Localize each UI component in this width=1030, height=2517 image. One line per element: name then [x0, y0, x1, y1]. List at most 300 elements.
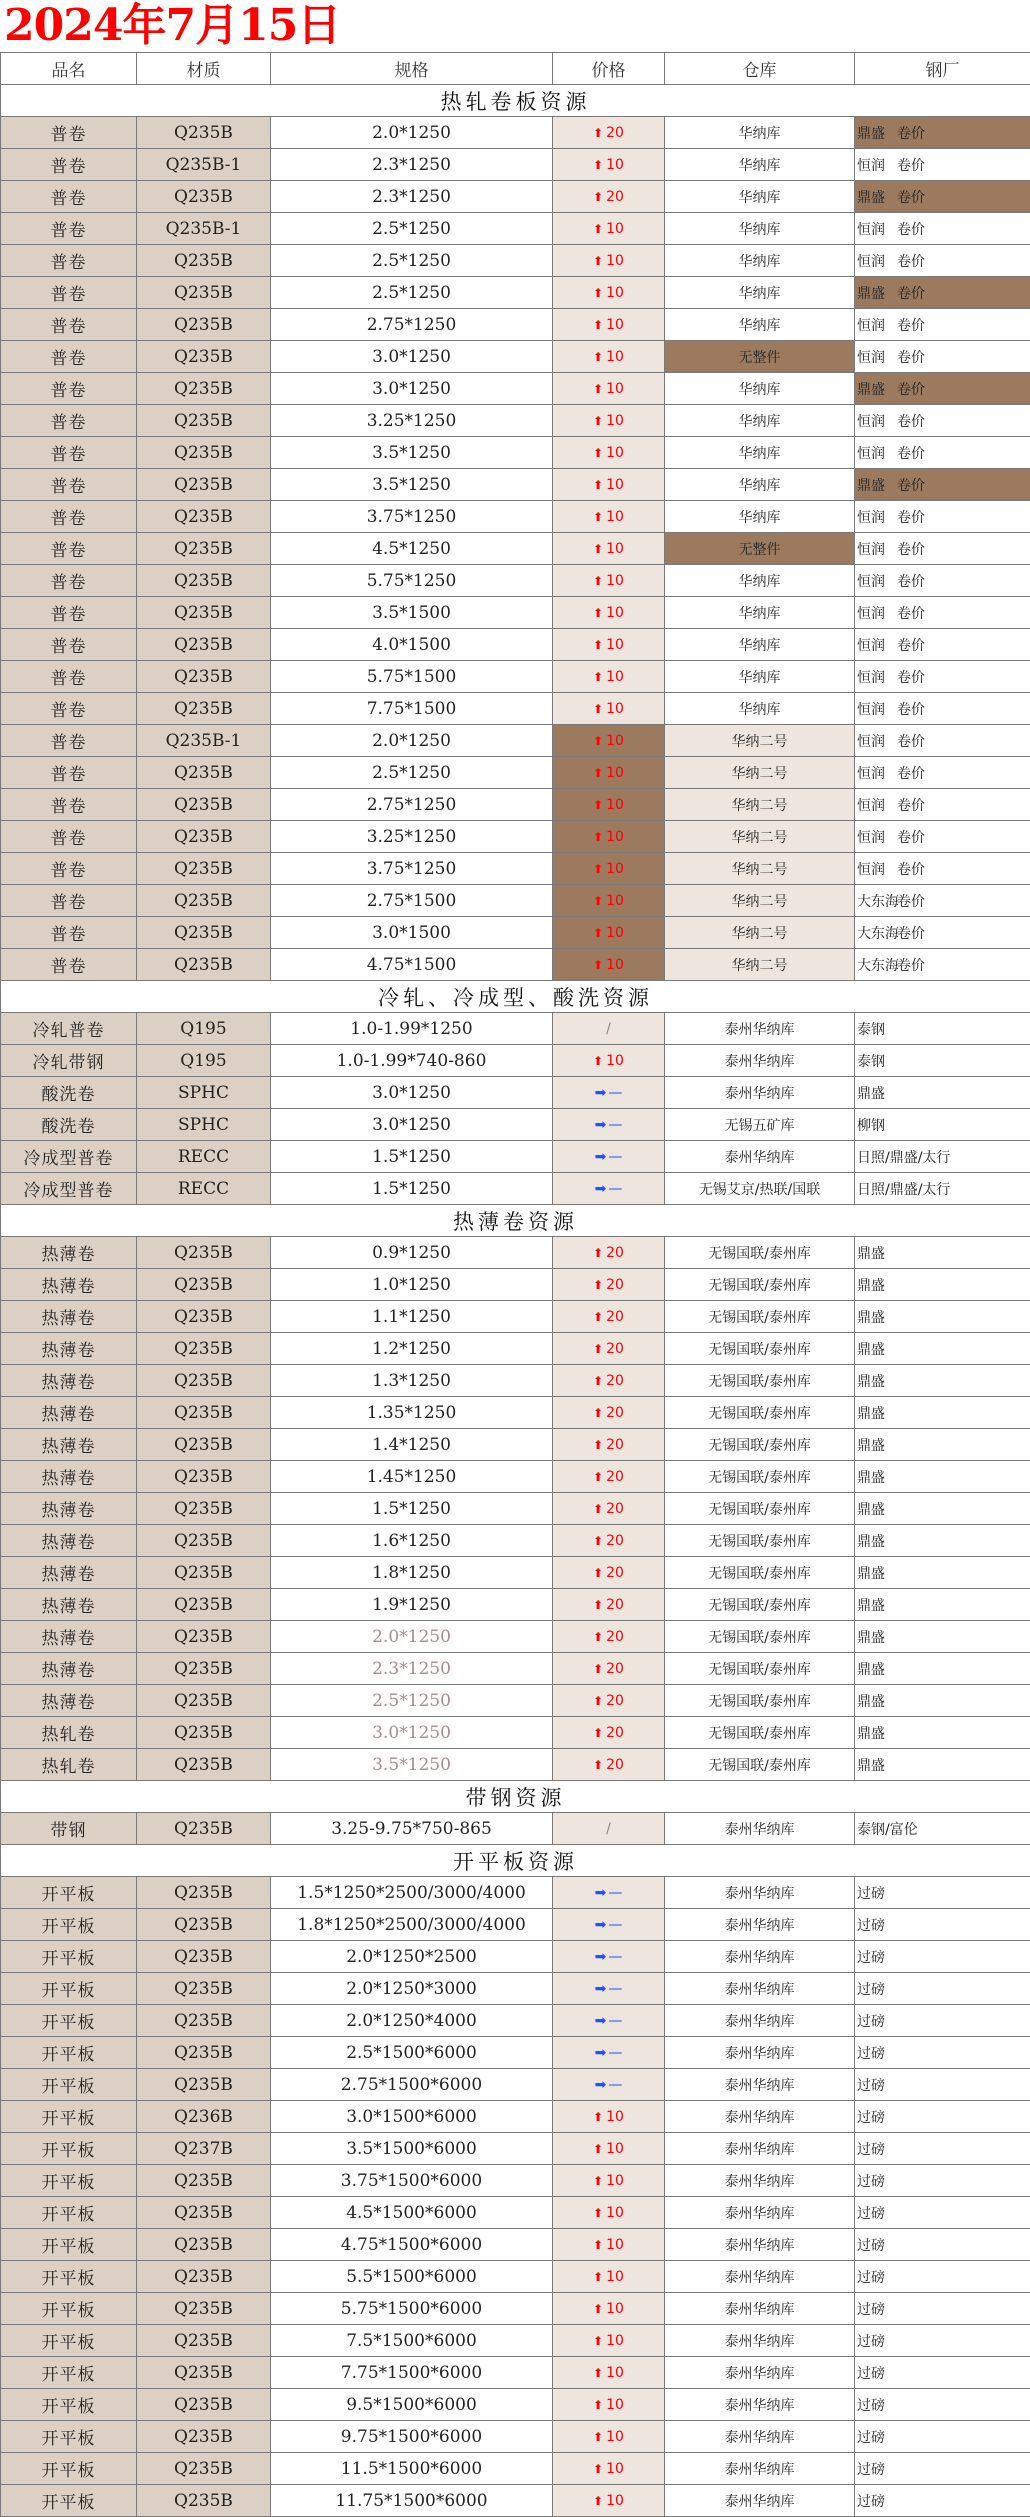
price-change-value: 10 — [606, 2365, 624, 2381]
table-row — [1, 149, 1030, 181]
price-change-value: 20 — [606, 1565, 624, 1581]
warehouse-cell: 无锡国联/泰州库 — [665, 1429, 855, 1461]
material-cell: Q235B-1 — [137, 725, 271, 757]
table-row — [1, 1269, 1030, 1301]
price-change-value: 10 — [606, 925, 624, 941]
up-arrow-icon: ⬆ — [593, 158, 603, 172]
table-row — [1, 1365, 1030, 1397]
warehouse-cell: 华纳库 — [665, 629, 855, 661]
product-name-cell: 冷成型普卷 — [1, 1173, 137, 1205]
product-name-cell: 开平板 — [1, 2229, 137, 2261]
right-arrow-icon: ➡ — [595, 1117, 605, 1133]
material-cell: Q235B — [137, 629, 271, 661]
mill-cell — [855, 2069, 1030, 2101]
up-arrow-icon: ⬆ — [593, 1374, 603, 1388]
spec-cell: 1.0*1250 — [271, 1269, 553, 1301]
price-cell — [553, 885, 665, 917]
mill-name: 过磅 — [857, 2494, 885, 2510]
spec-cell: 2.0*1250*4000 — [271, 2005, 553, 2037]
price-cell — [553, 2485, 665, 2517]
price-change-value: 20 — [606, 1533, 624, 1549]
mill-note: 卷价 — [897, 542, 925, 558]
material-cell: Q235B — [137, 661, 271, 693]
material-cell: Q235B — [137, 1397, 271, 1429]
product-name-cell: 普卷 — [1, 469, 137, 501]
price-cell — [553, 2453, 665, 2485]
price-cell — [553, 1813, 665, 1845]
table-row — [1, 1717, 1030, 1749]
mill-name: 恒润 — [857, 443, 897, 463]
warehouse-cell: 无锡国联/泰州库 — [665, 1237, 855, 1269]
spec-cell: 3.0*1250 — [271, 1109, 553, 1141]
table-row — [1, 117, 1030, 149]
material-cell: Q235B — [137, 693, 271, 725]
material-cell: Q235B — [137, 1525, 271, 1557]
price-cell — [553, 1077, 665, 1109]
mill-cell — [855, 1077, 1030, 1109]
warehouse-cell: 泰州华纳库 — [665, 2453, 855, 2485]
mill-name: 过磅 — [857, 2078, 885, 2094]
warehouse-cell: 华纳库 — [665, 661, 855, 693]
mill-cell — [855, 1717, 1030, 1749]
spec-cell: 2.0*1250*2500 — [271, 1941, 553, 1973]
up-arrow-icon: ⬆ — [593, 2334, 603, 2348]
warehouse-cell: 无锡国联/泰州库 — [665, 1525, 855, 1557]
price-cell — [553, 661, 665, 693]
product-name-cell: 普卷 — [1, 181, 137, 213]
spec-cell: 4.5*1500*6000 — [271, 2197, 553, 2229]
price-change-value: 10 — [606, 221, 624, 237]
mill-name: 日照/鼎盛/太行 — [857, 1150, 950, 1166]
price-change-value: 20 — [606, 1437, 624, 1453]
spec-cell: 1.8*1250*2500/3000/4000 — [271, 1909, 553, 1941]
mill-cell — [855, 597, 1030, 629]
table-row — [1, 245, 1030, 277]
mill-note: 卷价 — [897, 190, 925, 206]
spec-cell: 1.45*1250 — [271, 1461, 553, 1493]
mill-cell — [855, 1237, 1030, 1269]
price-flat-value: — — [608, 1149, 622, 1165]
right-arrow-icon: ➡ — [595, 1149, 605, 1165]
up-arrow-icon: ⬆ — [593, 2462, 603, 2476]
section-title: 带钢资源 — [1, 1781, 1030, 1813]
warehouse-cell: 泰州华纳库 — [665, 2325, 855, 2357]
warehouse-cell: 华纳二号 — [665, 725, 855, 757]
product-name-cell: 开平板 — [1, 2485, 137, 2517]
mill-cell — [855, 117, 1030, 149]
spec-cell: 2.5*1250 — [271, 277, 553, 309]
material-cell: Q235B — [137, 1877, 271, 1909]
mill-name: 恒润 — [857, 411, 897, 431]
mill-cell — [855, 2229, 1030, 2261]
up-arrow-icon: ⬆ — [593, 414, 603, 428]
table-row — [1, 1973, 1030, 2005]
material-cell: Q235B — [137, 1301, 271, 1333]
right-arrow-icon: ➡ — [595, 1885, 605, 1901]
table-row — [1, 1813, 1030, 1845]
table-row — [1, 1397, 1030, 1429]
price-cell — [553, 2389, 665, 2421]
mill-cell — [855, 2261, 1030, 2293]
product-name-cell: 普卷 — [1, 437, 137, 469]
material-cell: Q235B — [137, 597, 271, 629]
mill-name: 过磅 — [857, 2206, 885, 2222]
warehouse-cell: 泰州华纳库 — [665, 2165, 855, 2197]
product-name-cell: 热薄卷 — [1, 1301, 137, 1333]
mill-name: 泰钢 — [857, 1054, 885, 1070]
spec-cell: 2.75*1250 — [271, 789, 553, 821]
mill-cell — [855, 1525, 1030, 1557]
product-name-cell: 普卷 — [1, 661, 137, 693]
product-name-cell: 热轧卷 — [1, 1717, 137, 1749]
mill-name: 柳钢 — [857, 1118, 885, 1134]
mill-cell — [855, 1941, 1030, 1973]
product-name-cell: 开平板 — [1, 2069, 137, 2101]
price-cell — [553, 405, 665, 437]
product-name-cell: 普卷 — [1, 149, 137, 181]
mill-name: 过磅 — [857, 2270, 885, 2286]
warehouse-cell: 无锡国联/泰州库 — [665, 1493, 855, 1525]
up-arrow-icon: ⬆ — [593, 2270, 603, 2284]
material-cell: Q235B — [137, 2453, 271, 2485]
up-arrow-icon: ⬆ — [593, 2494, 603, 2508]
price-cell — [553, 373, 665, 405]
warehouse-cell: 无锡国联/泰州库 — [665, 1365, 855, 1397]
product-name-cell: 普卷 — [1, 341, 137, 373]
spec-cell: 2.0*1250 — [271, 1621, 553, 1653]
mill-cell — [855, 341, 1030, 373]
mill-name: 大东海 — [857, 923, 897, 943]
table-row — [1, 2357, 1030, 2389]
price-change-value: 10 — [606, 2141, 624, 2157]
warehouse-cell: 无锡国联/泰州库 — [665, 1557, 855, 1589]
mill-cell — [855, 1493, 1030, 1525]
material-cell: Q195 — [137, 1045, 271, 1077]
material-cell: Q235B — [137, 181, 271, 213]
price-change-value: 10 — [606, 605, 624, 621]
material-cell: Q235B — [137, 1557, 271, 1589]
spec-cell: 1.5*1250 — [271, 1173, 553, 1205]
price-change-value: 20 — [606, 1597, 624, 1613]
price-change-value: 10 — [606, 2269, 624, 2285]
warehouse-cell: 泰州华纳库 — [665, 1013, 855, 1045]
table-row — [1, 501, 1030, 533]
price-change-value: 10 — [606, 701, 624, 717]
price-change-value: 10 — [606, 797, 624, 813]
spec-cell: 1.5*1250 — [271, 1141, 553, 1173]
product-name-cell: 普卷 — [1, 309, 137, 341]
material-cell: Q235B — [137, 2261, 271, 2293]
up-arrow-icon: ⬆ — [593, 350, 603, 364]
product-name-cell: 普卷 — [1, 213, 137, 245]
material-cell: Q235B — [137, 117, 271, 149]
price-cell — [553, 117, 665, 149]
price-cell — [553, 2325, 665, 2357]
mill-cell — [855, 2453, 1030, 2485]
mill-name: 鼎盛 — [857, 1278, 885, 1294]
table-row — [1, 2485, 1030, 2517]
mill-cell — [855, 533, 1030, 565]
right-arrow-icon: ➡ — [595, 1949, 605, 1965]
table-row — [1, 2293, 1030, 2325]
mill-cell — [855, 181, 1030, 213]
price-change-value: 10 — [606, 861, 624, 877]
spec-cell: 3.75*1250 — [271, 501, 553, 533]
mill-note: 卷价 — [897, 926, 925, 942]
spec-cell: 7.75*1500 — [271, 693, 553, 725]
price-change-value: 10 — [606, 669, 624, 685]
material-cell: Q235B — [137, 2197, 271, 2229]
table-row — [1, 2453, 1030, 2485]
mill-cell — [855, 1397, 1030, 1429]
mill-cell — [855, 1461, 1030, 1493]
price-change-value: 20 — [606, 1629, 624, 1645]
up-arrow-icon: ⬆ — [593, 798, 603, 812]
mill-name: 鼎盛 — [857, 379, 897, 399]
price-flat-value: — — [608, 1885, 622, 1901]
price-change-value: 10 — [606, 285, 624, 301]
spec-cell: 2.0*1250 — [271, 117, 553, 149]
spec-cell: 2.5*1250 — [271, 1685, 553, 1717]
material-cell: Q235B — [137, 245, 271, 277]
spec-cell: 1.35*1250 — [271, 1397, 553, 1429]
product-name-cell: 热薄卷 — [1, 1621, 137, 1653]
mill-note: 卷价 — [897, 478, 925, 494]
spec-cell: 3.0*1500*6000 — [271, 2101, 553, 2133]
up-arrow-icon: ⬆ — [593, 1534, 603, 1548]
material-cell: Q235B — [137, 437, 271, 469]
mill-cell — [855, 469, 1030, 501]
price-change-value: 10 — [606, 1053, 624, 1069]
mill-name: 鼎盛 — [857, 1598, 885, 1614]
price-cell — [553, 1749, 665, 1781]
table-row — [1, 1909, 1030, 1941]
material-cell: SPHC — [137, 1109, 271, 1141]
mill-name: 恒润 — [857, 251, 897, 271]
material-cell: Q235B — [137, 2389, 271, 2421]
table-row — [1, 405, 1030, 437]
up-arrow-icon: ⬆ — [593, 542, 603, 556]
up-arrow-icon: ⬆ — [593, 702, 603, 716]
price-cell — [553, 2133, 665, 2165]
price-cell — [553, 2229, 665, 2261]
price-cell — [553, 181, 665, 213]
up-arrow-icon: ⬆ — [593, 926, 603, 940]
up-arrow-icon: ⬆ — [593, 286, 603, 300]
spec-cell: 2.3*1250 — [271, 149, 553, 181]
product-name-cell: 普卷 — [1, 277, 137, 309]
product-name-cell: 开平板 — [1, 2261, 137, 2293]
mill-name: 鼎盛 — [857, 187, 897, 207]
table-row — [1, 597, 1030, 629]
warehouse-cell: 华纳二号 — [665, 789, 855, 821]
spec-cell: 1.0-1.99*1250 — [271, 1013, 553, 1045]
material-cell: Q235B — [137, 1621, 271, 1653]
price-cell — [553, 949, 665, 981]
header-name: 品名 — [1, 53, 137, 85]
up-arrow-icon: ⬆ — [593, 1726, 603, 1740]
price-change-value: 20 — [606, 1405, 624, 1421]
spec-cell: 7.5*1500*6000 — [271, 2325, 553, 2357]
price-cell — [553, 2069, 665, 2101]
up-arrow-icon: ⬆ — [593, 318, 603, 332]
price-change-value: 10 — [606, 413, 624, 429]
table-row — [1, 2069, 1030, 2101]
mill-note: 卷价 — [897, 734, 925, 750]
price-cell — [553, 629, 665, 661]
up-arrow-icon: ⬆ — [593, 126, 603, 140]
warehouse-cell: 泰州华纳库 — [665, 1941, 855, 1973]
warehouse-cell: 无锡国联/泰州库 — [665, 1269, 855, 1301]
material-cell: Q235B — [137, 821, 271, 853]
material-cell: Q235B — [137, 1813, 271, 1845]
product-name-cell: 开平板 — [1, 2357, 137, 2389]
mill-name: 鼎盛 — [857, 1502, 885, 1518]
price-cell — [553, 2261, 665, 2293]
spec-cell: 1.0-1.99*740-860 — [271, 1045, 553, 1077]
table-row — [1, 533, 1030, 565]
product-name-cell: 热薄卷 — [1, 1461, 137, 1493]
product-name-cell: 热薄卷 — [1, 1365, 137, 1397]
price-cell — [553, 1109, 665, 1141]
mill-cell — [855, 149, 1030, 181]
mill-cell — [855, 917, 1030, 949]
up-arrow-icon: ⬆ — [593, 1758, 603, 1772]
price-change-value: 10 — [606, 2301, 624, 2317]
mill-cell — [855, 1909, 1030, 1941]
warehouse-cell: 泰州华纳库 — [665, 2421, 855, 2453]
table-row — [1, 693, 1030, 725]
price-cell — [553, 693, 665, 725]
price-cell — [553, 277, 665, 309]
product-name-cell: 开平板 — [1, 1941, 137, 1973]
spec-cell: 4.75*1500*6000 — [271, 2229, 553, 2261]
warehouse-cell: 无锡艾京/热联/国联 — [665, 1173, 855, 1205]
mill-cell — [855, 1045, 1030, 1077]
mill-cell — [855, 437, 1030, 469]
mill-name: 恒润 — [857, 603, 897, 623]
spec-cell: 7.75*1500*6000 — [271, 2357, 553, 2389]
warehouse-cell: 华纳二号 — [665, 885, 855, 917]
mill-cell — [855, 245, 1030, 277]
spec-cell: 2.5*1250 — [271, 245, 553, 277]
material-cell: Q235B — [137, 757, 271, 789]
price-cell — [553, 917, 665, 949]
price-change-value: 10 — [606, 2205, 624, 2221]
table-row — [1, 1077, 1030, 1109]
mill-name: 恒润 — [857, 635, 897, 655]
spec-cell: 3.0*1250 — [271, 373, 553, 405]
spec-cell: 3.5*1250 — [271, 469, 553, 501]
product-name-cell: 热薄卷 — [1, 1237, 137, 1269]
product-name-cell: 开平板 — [1, 2453, 137, 2485]
table-row — [1, 1045, 1030, 1077]
up-arrow-icon: ⬆ — [593, 1054, 603, 1068]
spec-cell: 5.75*1500*6000 — [271, 2293, 553, 2325]
spec-cell: 2.75*1500 — [271, 885, 553, 917]
spec-cell: 0.9*1250 — [271, 1237, 553, 1269]
warehouse-cell: 泰州华纳库 — [665, 2357, 855, 2389]
up-arrow-icon: ⬆ — [593, 510, 603, 524]
price-change-value: 10 — [606, 2333, 624, 2349]
price-change-value: 20 — [606, 1373, 624, 1389]
product-name-cell: 开平板 — [1, 2421, 137, 2453]
mill-cell — [855, 821, 1030, 853]
section-header-row — [1, 1845, 1030, 1877]
spec-cell: 3.25*1250 — [271, 821, 553, 853]
spec-cell: 3.5*1500*6000 — [271, 2133, 553, 2165]
warehouse-cell: 华纳库 — [665, 501, 855, 533]
spec-cell: 2.75*1250 — [271, 309, 553, 341]
material-cell: Q235B — [137, 533, 271, 565]
header-material: 材质 — [137, 53, 271, 85]
mill-name: 鼎盛 — [857, 1758, 885, 1774]
product-name-cell: 普卷 — [1, 597, 137, 629]
price-cell — [553, 1013, 665, 1045]
mill-note: 卷价 — [897, 798, 925, 814]
table-row — [1, 2229, 1030, 2261]
product-name-cell: 热薄卷 — [1, 1653, 137, 1685]
up-arrow-icon: ⬆ — [593, 1694, 603, 1708]
price-cell — [553, 597, 665, 629]
mill-name: 过磅 — [857, 2110, 885, 2126]
material-cell: Q235B — [137, 1909, 271, 1941]
material-cell: Q235B — [137, 789, 271, 821]
mill-cell — [855, 1973, 1030, 2005]
material-cell: Q195 — [137, 1013, 271, 1045]
mill-cell — [855, 949, 1030, 981]
table-row — [1, 789, 1030, 821]
mill-name: 鼎盛 — [857, 283, 897, 303]
product-name-cell: 热薄卷 — [1, 1429, 137, 1461]
mill-name: 过磅 — [857, 2302, 885, 2318]
warehouse-cell: 无锡国联/泰州库 — [665, 1717, 855, 1749]
mill-note: 卷价 — [897, 222, 925, 238]
price-change-value: 10 — [606, 2461, 624, 2477]
mill-cell — [855, 1269, 1030, 1301]
material-cell: Q235B — [137, 341, 271, 373]
product-name-cell: 热薄卷 — [1, 1333, 137, 1365]
product-name-cell: 开平板 — [1, 2165, 137, 2197]
product-name-cell: 普卷 — [1, 565, 137, 597]
mill-cell — [855, 2005, 1030, 2037]
material-cell: Q235B — [137, 2357, 271, 2389]
mill-name: 恒润 — [857, 155, 897, 175]
price-change-value: 20 — [606, 1245, 624, 1261]
mill-cell — [855, 2101, 1030, 2133]
spec-cell: 11.5*1500*6000 — [271, 2453, 553, 2485]
price-cell — [553, 341, 665, 373]
mill-cell — [855, 661, 1030, 693]
price-cell — [553, 213, 665, 245]
product-name-cell: 普卷 — [1, 693, 137, 725]
section-header-row — [1, 85, 1030, 117]
mill-note: 卷价 — [897, 318, 925, 334]
price-flat-value: — — [608, 2013, 622, 2029]
section-title: 开平板资源 — [1, 1845, 1030, 1877]
warehouse-cell: 泰州华纳库 — [665, 2293, 855, 2325]
spec-cell: 3.5*1250 — [271, 1749, 553, 1781]
product-name-cell: 热薄卷 — [1, 1557, 137, 1589]
product-name-cell: 冷轧带钢 — [1, 1045, 137, 1077]
warehouse-cell: 无整件 — [665, 533, 855, 565]
product-name-cell: 开平板 — [1, 1973, 137, 2005]
product-name-cell: 带钢 — [1, 1813, 137, 1845]
mill-name: 过磅 — [857, 2046, 885, 2062]
mill-cell — [855, 1749, 1030, 1781]
price-cell — [553, 2293, 665, 2325]
table-row — [1, 821, 1030, 853]
